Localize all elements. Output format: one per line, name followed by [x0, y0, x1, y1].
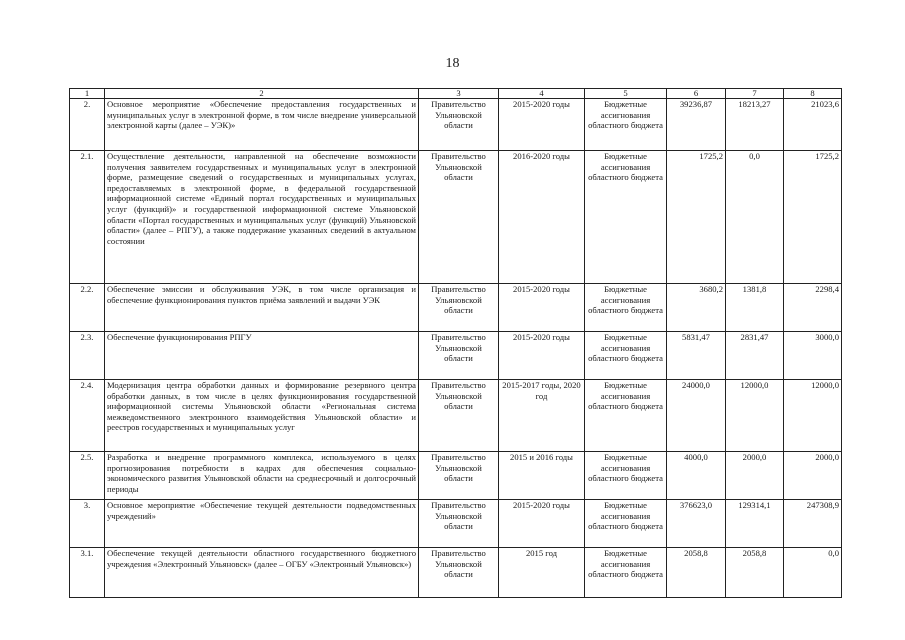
- row-executor: Правительство Ульяновской области: [419, 332, 499, 380]
- row-number: 2.4.: [70, 380, 105, 452]
- budget-table: [69, 88, 842, 598]
- row-description: Модернизация центра обработки данных и формирование резервного центра обработки данных, в том числе в целях функционирования государственной информационной системы Ульяновской области «Региональная система межведомственного электронного взаимодействия Ульяновской области» и реестров государственных и муниципальных услуг: [105, 380, 419, 452]
- row-total: 4000,0: [667, 452, 726, 500]
- row-number: 2.: [70, 99, 105, 151]
- row-total: 1725,2: [667, 151, 726, 284]
- row-description: Основное мероприятие «Обеспечение предоставления государственных и муниципальных услуг в электронной форме, в том числе внедрение универсальной электронной карты (далее – УЭК)»: [105, 99, 419, 151]
- row-executor: Правительство Ульяновской области: [419, 284, 499, 332]
- row-description: Обеспечение функционирования РПГУ: [105, 332, 419, 380]
- row-number: 2.1.: [70, 151, 105, 284]
- row-description: Осуществление деятельности, направленной на обеспечение возможности получения заявителем государственных и муниципальных услуг в электронной форме, размещение сведений о государственных и муниципальных услугах, предоставляемых в электронной форме, в федеральной государственной информационной системе «Единый портал государственных и муниципальных услуг (функций)» и государственной информационной системе Ульяновской области «Портал государственных и муниципальных услуг (функций) Ульяновской области» (далее – РПГУ), а также поддержание указанных сведений в актуальном состоянии: [105, 151, 419, 284]
- table-row: [70, 548, 842, 598]
- row-number: 2.5.: [70, 452, 105, 500]
- row-value-1: 12000,0: [726, 380, 784, 452]
- column-header: 5: [585, 89, 667, 99]
- row-total: 24000,0: [667, 380, 726, 452]
- row-period: 2015-2017 годы, 2020 год: [499, 380, 585, 452]
- row-executor: Правительство Ульяновской области: [419, 151, 499, 284]
- header-row: [70, 89, 842, 99]
- row-executor: Правительство Ульяновской области: [419, 452, 499, 500]
- row-period: 2015-2020 годы: [499, 500, 585, 548]
- row-value-2: 0,0: [784, 548, 842, 598]
- row-value-2: 2298,4: [784, 284, 842, 332]
- row-description: Основное мероприятие «Обеспечение текущей деятельности подведомственных учреждений»: [105, 500, 419, 548]
- row-total: 3680,2: [667, 284, 726, 332]
- row-value-1: 129314,1: [726, 500, 784, 548]
- row-description: Обеспечение эмиссии и обслуживания УЭК, в том числе организация и обеспечение функционирования пунктов приёма заявлений и выдачи УЭК: [105, 284, 419, 332]
- row-funding-source: Бюджетные ассигнования областного бюджета: [585, 99, 667, 151]
- row-value-2: 247308,9: [784, 500, 842, 548]
- row-total: 2058,8: [667, 548, 726, 598]
- column-header: 6: [667, 89, 726, 99]
- table-row: [70, 99, 842, 151]
- row-value-2: 1725,2: [784, 151, 842, 284]
- row-funding-source: Бюджетные ассигнования областного бюджета: [585, 548, 667, 598]
- row-value-1: 18213,27: [726, 99, 784, 151]
- table-row: [70, 500, 842, 548]
- row-total: 5831,47: [667, 332, 726, 380]
- table-row: [70, 284, 842, 332]
- row-value-1: 0,0: [726, 151, 784, 284]
- row-funding-source: Бюджетные ассигнования областного бюджета: [585, 284, 667, 332]
- row-description: Разработка и внедрение программного комплекса, используемого в целях прогнозирования потребности в кадрах для обеспечения социально-экономического развития Ульяновской области на среднесрочный и долгосрочный периоды: [105, 452, 419, 500]
- row-funding-source: Бюджетные ассигнования областного бюджета: [585, 500, 667, 548]
- row-number: 2.3.: [70, 332, 105, 380]
- row-value-2: 12000,0: [784, 380, 842, 452]
- page-number: 18: [445, 56, 460, 71]
- column-header: 8: [784, 89, 842, 99]
- row-executor: Правительство Ульяновской области: [419, 99, 499, 151]
- row-executor: Правительство Ульяновской области: [419, 380, 499, 452]
- row-value-1: 2058,8: [726, 548, 784, 598]
- row-period: 2015-2020 годы: [499, 99, 585, 151]
- column-header: 2: [105, 89, 419, 99]
- row-period: 2015 и 2016 годы: [499, 452, 585, 500]
- row-period: 2015-2020 годы: [499, 284, 585, 332]
- row-value-1: 2000,0: [726, 452, 784, 500]
- row-funding-source: Бюджетные ассигнования областного бюджета: [585, 452, 667, 500]
- row-executor: Правительство Ульяновской области: [419, 500, 499, 548]
- column-header: 7: [726, 89, 784, 99]
- row-value-2: 2000,0: [784, 452, 842, 500]
- row-executor: Правительство Ульяновской области: [419, 548, 499, 598]
- row-value-2: 21023,6: [784, 99, 842, 151]
- row-value-1: 2831,47: [726, 332, 784, 380]
- row-period: 2016-2020 годы: [499, 151, 585, 284]
- table-row: [70, 380, 842, 452]
- column-header: 3: [419, 89, 499, 99]
- row-total: 376623,0: [667, 500, 726, 548]
- row-funding-source: Бюджетные ассигнования областного бюджета: [585, 151, 667, 284]
- row-period: 2015 год: [499, 548, 585, 598]
- row-number: 3.1.: [70, 548, 105, 598]
- row-period: 2015-2020 годы: [499, 332, 585, 380]
- row-funding-source: Бюджетные ассигнования областного бюджета: [585, 332, 667, 380]
- row-number: 3.: [70, 500, 105, 548]
- row-total: 39236,87: [667, 99, 726, 151]
- row-value-1: 1381,8: [726, 284, 784, 332]
- row-value-2: 3000,0: [784, 332, 842, 380]
- column-header: 1: [70, 89, 105, 99]
- row-description: Обеспечение текущей деятельности областного государственного бюджетного учреждения «Электронный Ульяновск» (далее – ОГБУ «Электронный Ульяновск»): [105, 548, 419, 598]
- row-funding-source: Бюджетные ассигнования областного бюджета: [585, 380, 667, 452]
- table-row: [70, 452, 842, 500]
- row-number: 2.2.: [70, 284, 105, 332]
- table-row: [70, 332, 842, 380]
- table-row: [70, 151, 842, 284]
- column-header: 4: [499, 89, 585, 99]
